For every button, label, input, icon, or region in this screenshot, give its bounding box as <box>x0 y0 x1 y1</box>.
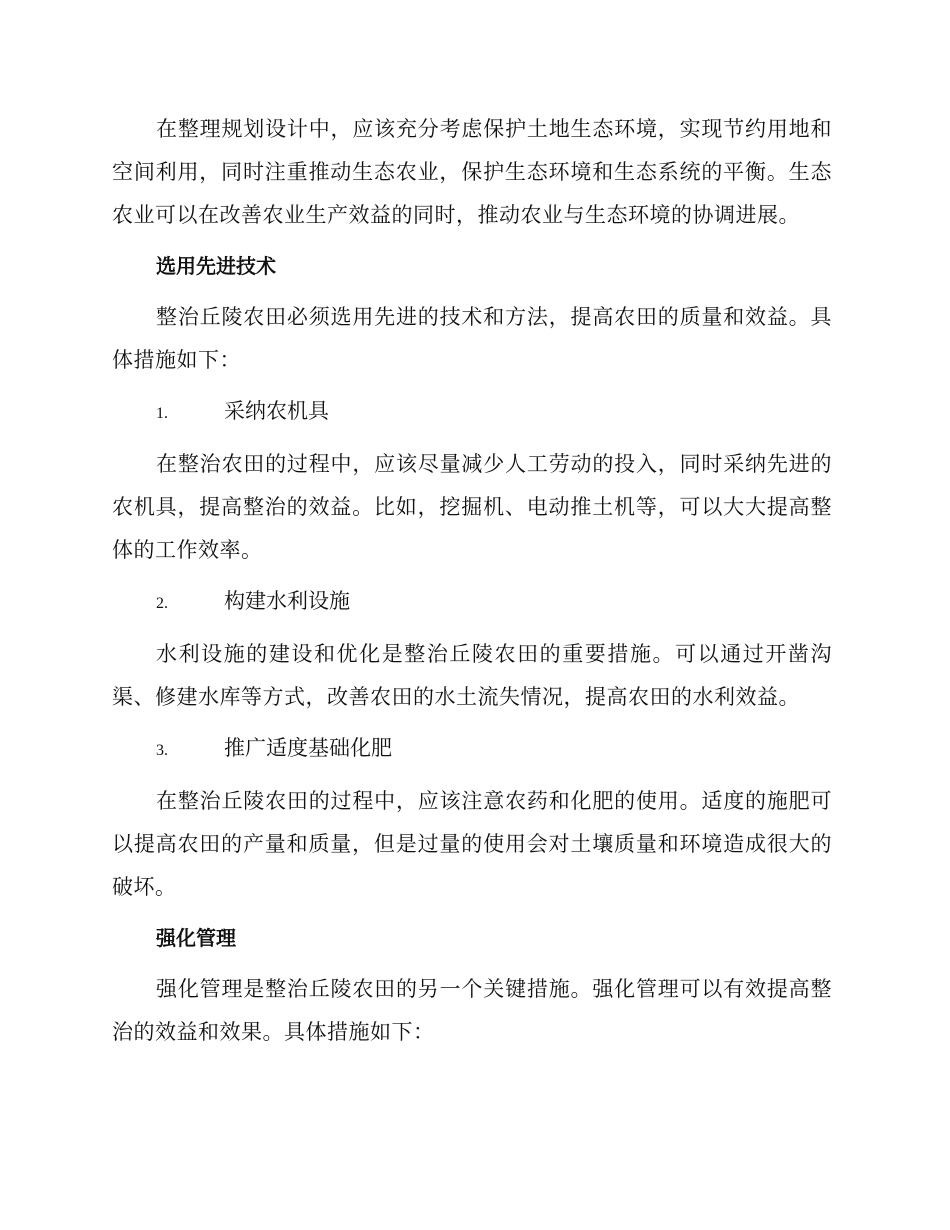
paragraph-fertilizer: 在整治丘陵农田的过程中，应该注意农药和化肥的使用。适度的施肥可以提高农田的产量和质量，但是过量的使用会对土壤质量和环境造成很大的破坏。 <box>112 789 832 899</box>
paragraph-management-intro: 强化管理是整治丘陵农田的另一个关键措施。强化管理可以有效提高整治的效益和效果。具体措施如下： <box>112 977 832 1044</box>
list-item-label: 推广适度基础化肥 <box>224 736 392 760</box>
paragraph-machinery: 在整治农田的过程中，应该尽量减少人工劳动的投入，同时采纳先进的农机具，提高整治的效益。比如，挖掘机、电动推土机等，可以大大提高整体的工作效率。 <box>112 452 832 562</box>
list-number: 1. <box>156 405 168 422</box>
paragraph-water-facilities: 水利设施的建设和优化是整治丘陵农田的重要措施。可以通过开凿沟渠、修建水库等方式，改善农田的水土流失情况，提高农田的水利效益。 <box>112 642 832 709</box>
list-number: 3. <box>156 742 168 759</box>
heading-management: 强化管理 <box>156 926 236 950</box>
document-body <box>112 108 832 1054</box>
list-item-label: 采纳农机具 <box>224 399 329 423</box>
list-number: 2. <box>156 595 168 612</box>
paragraph-eco-planning: 在整理规划设计中，应该充分考虑保护土地生态环境，实现节约用地和空间利用，同时注重推动生态农业，保护生态环境和生态系统的平衡。生态农业可以在改善农业生产效益的同时，推动农业与生态环境的协调进展。 <box>112 117 832 227</box>
heading-advanced-tech: 选用先进技术 <box>156 254 276 278</box>
list-item-water-facilities <box>112 580 832 625</box>
list-item-machinery <box>112 390 832 435</box>
list-item-fertilizer <box>112 727 832 772</box>
list-item-label: 构建水利设施 <box>224 589 350 613</box>
paragraph-advanced-tech-intro: 整治丘陵农田必须选用先进的技术和方法，提高农田的质量和效益。具体措施如下： <box>112 305 832 372</box>
